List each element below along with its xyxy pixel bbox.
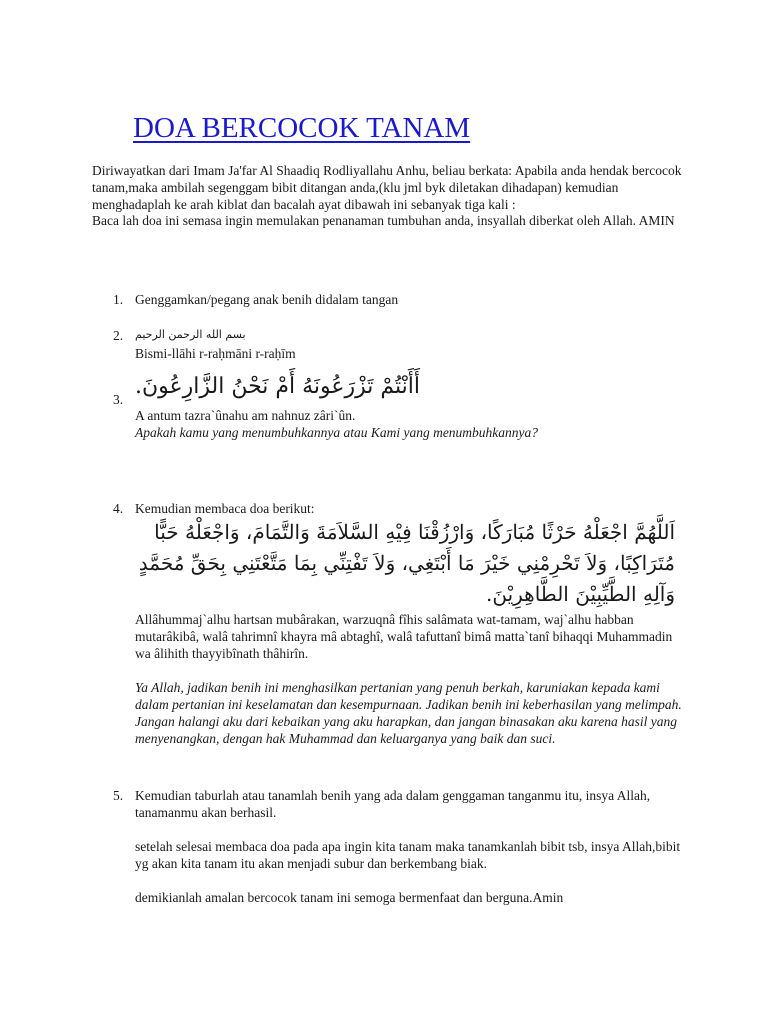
list-item-text: Genggamkan/pegang anak benih didalam tangan (135, 292, 399, 307)
arabic-basmala: بسم الله الرحمن الرحيم (135, 328, 246, 341)
transliteration: Bismi-llāhi r-raḥmāni r-raḥīm (135, 346, 296, 361)
page-title: DOA BERCOCOK TANAM (133, 112, 471, 144)
transliteration: Allâhummaj`alhu hartsan mubârakan, warzuqnâ fîhis salâmata wat-tamam, waj`alhu habban mutarâkibâ, walâ tahrimnî khayra mâ abtaghî, walâ tafuttanî bimâ matta`tanî bihaqqi Muhammadin wa âlihith thayyibînath thâhirîn. (135, 612, 673, 661)
translation: Apakah kamu yang menumbuhkannya atau Kami yang menumbuhkannya? (135, 425, 539, 440)
closing-paragraph: demikianlah amalan bercocok tanam ini semoga bermenfaat dan berguna.Amin (135, 890, 564, 905)
list-number: 2. (113, 328, 124, 343)
arabic-verse: أَأَنْتُمْ تَزْرَعُونَهُ أَمْ نَحْنُ الزَّارِعُونَ. (135, 374, 421, 399)
intro-paragraph: Diriwayatkan dari Imam Ja'far Al Shaadiq Rodliyallahu Anhu, beliau berkata: Apabila anda hendak bercocok tanam,maka ambilah segenggam bibit ditangan anda,(klu jml byk diletakan dihadapan) kemudian menghadaplah ke arah kiblat dan bacalah ayat dibawah ini sebanyak tiga kali : (92, 163, 682, 212)
list-item (135, 326, 690, 362)
intro-paragraph: Baca lah doa ini semasa ingin memulakan penanaman tumbuhan anda, insyallah diberkat oleh Allah. AMIN (92, 213, 675, 229)
list-item (135, 372, 690, 441)
list-number: 4. (113, 501, 124, 516)
list-item-text: Kemudian membaca doa berikut: (135, 501, 315, 516)
note-paragraph: setelah selesai membaca doa pada apa ingin kita tanam maka tanamkanlah bibit tsb, insya Allah,bibit yg akan kita tanam itu akan menjadi subur dan berkembang biak. (135, 839, 681, 871)
arabic-doa: اَللَّهُمَّ اجْعَلْهُ حَرْثًا مُبَارَكًا، وَارْزُقْنَا فِيْهِ السَّلاَمَةَ وَالتَّمَامَ، وَاجْعَلْهُ حَبًّا مُتَرَاكِبًا، وَلاَ تَحْرِمْنِي خَيْرَ مَا أَبْتَغِي، وَلاَ تَفْتِنِّي بِمَا مَتَّعْتَنِي بِحَقِّ مُحَمَّدٍ وَآلِهِ الطَّيِّبِيْنَ الطَّاهِرِيْنَ. (138, 520, 675, 606)
transliteration: A antum tazra`ûnahu am nahnuz zâri`ûn. (135, 408, 356, 423)
intro (92, 163, 692, 230)
list-number: 5. (113, 788, 124, 803)
list-item (135, 500, 690, 747)
list-number: 1. (113, 292, 124, 307)
list-item (135, 787, 690, 906)
translation: Ya Allah, jadikan benih ini menghasilkan pertanian yang penuh berkah, karuniakan kepada kami dalam pertanian ini keselamatan dan kesempurnaan. Jadikan benih ini keberhasilan yang melimpah. Jangan halangi aku dari kebaikan yang aku harapkan, dan jangan binasakan aku karena hasil yang menyenangkan, dengan hak Muhammad dan keluarganya yang baik dan suci. (135, 680, 682, 746)
list-number: 3. (113, 392, 124, 407)
list-item-text: Kemudian taburlah atau tanamlah benih yang ada dalam genggaman tanganmu itu, insya Allah, tanamanmu akan berhasil. (135, 788, 651, 820)
list-item (135, 291, 690, 308)
